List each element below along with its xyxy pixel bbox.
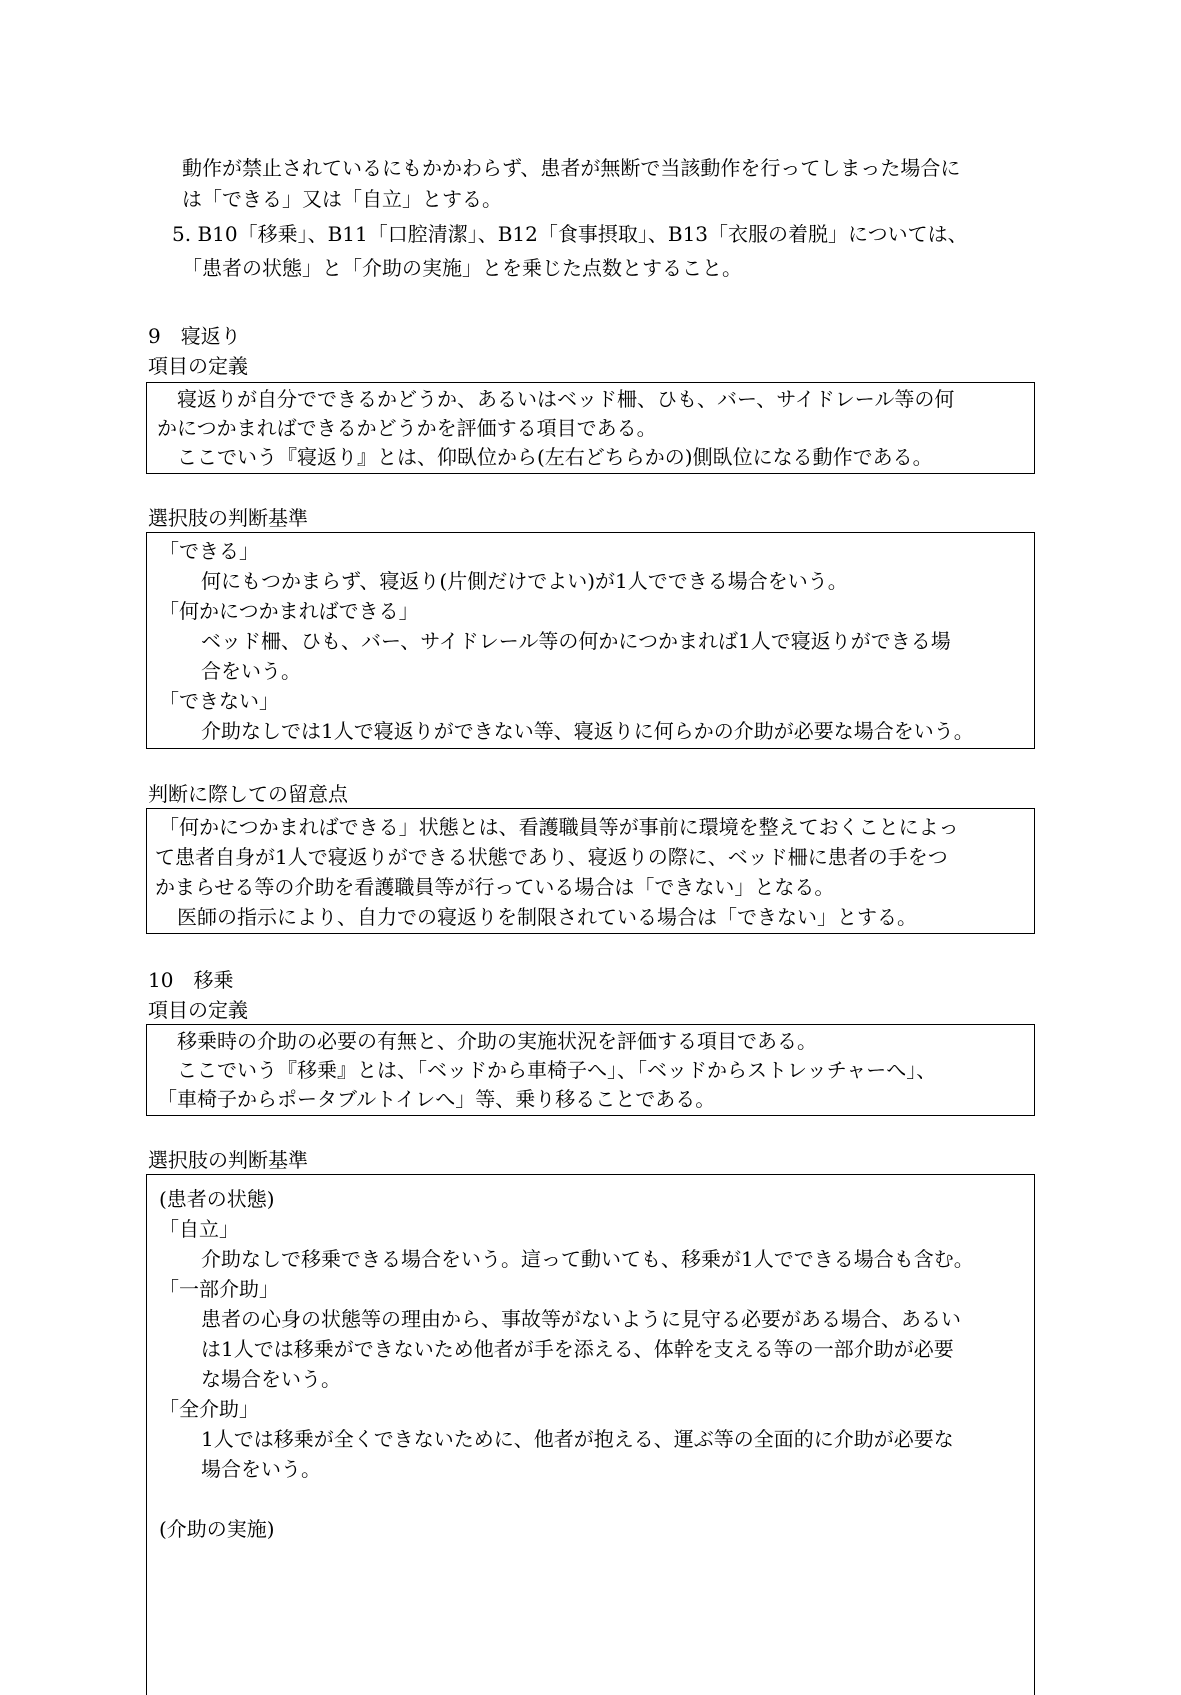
option-label: 「一部介助」: [159, 1277, 279, 1301]
option-description: は1人では移乗ができないため他者が手を添える、体幹を支える等の一部介助が必要: [201, 1337, 954, 1361]
option-label: 「何かにつかまればできる」: [159, 599, 419, 623]
option-description: 場合をいう。: [201, 1457, 321, 1481]
notes-label: 判断に際しての留意点: [148, 782, 348, 806]
notes-line: て患者自身が1人で寝返りができる状態であり、寝返りの際に、ベッド柵に患者の手をつ: [155, 845, 948, 869]
criteria-box: [146, 532, 1035, 749]
intro-line: は「できる」又は「自立」とする。: [182, 187, 502, 211]
option-description: 合をいう。: [201, 659, 301, 683]
option-label: 「できない」: [159, 689, 279, 713]
definition-line: ここでいう『移乗』とは、「ベッドから車椅子へ」、「ベッドからストレッチャーへ」、: [177, 1058, 937, 1082]
option-description: 1人では移乗が全くできないために、他者が抱える、運ぶ等の全面的に介助が必要な: [201, 1427, 954, 1451]
notes-box: [146, 808, 1035, 934]
section-heading-9: 9 寝返り: [148, 324, 241, 348]
intro-line: 動作が禁止されているにもかかわらず、患者が無断で当該動作を行ってしまった場合に: [182, 156, 961, 180]
option-label: 「全介助」: [159, 1397, 259, 1421]
option-description: 何にもつかまらず、寝返り(片側だけでよい)が1人でできる場合をいう。: [201, 569, 848, 593]
definition-box: [146, 382, 1035, 474]
option-description: な場合をいう。: [201, 1367, 341, 1391]
definition-line: かにつかまればできるかどうかを評価する項目である。: [157, 416, 657, 440]
definition-line: ここでいう『寝返り』とは、仰臥位から(左右どちらかの)側臥位になる動作である。: [177, 445, 933, 469]
subsection-label: (患者の状態): [159, 1187, 275, 1211]
criteria-label: 選択肢の判断基準: [148, 1148, 308, 1172]
option-label: 「できる」: [159, 539, 259, 563]
option-label: 「自立」: [159, 1217, 239, 1241]
definition-line: 寝返りが自分でできるかどうか、あるいはベッド柵、ひも、バー、サイドレール等の何: [177, 387, 955, 411]
criteria-label: 選択肢の判断基準: [148, 506, 308, 530]
intro-line: 「患者の状態」と「介助の実施」とを乗じた点数とすること。: [182, 256, 742, 280]
section-heading-10: 10 移乗: [148, 968, 234, 992]
notes-line: かまらせる等の介助を看護職員等が行っている場合は「できない」となる。: [155, 875, 835, 899]
definition-line: 移乗時の介助の必要の有無と、介助の実施状況を評価する項目である。: [177, 1029, 817, 1053]
definition-label: 項目の定義: [148, 354, 248, 378]
definition-label: 項目の定義: [148, 998, 248, 1022]
option-description: 患者の心身の状態等の理由から、事故等がないように見守る必要がある場合、あるい: [201, 1307, 961, 1331]
notes-line: 医師の指示により、自力での寝返りを制限されている場合は「できない」とする。: [177, 905, 917, 929]
criteria-box: [146, 1174, 1035, 1695]
notes-line: 「何かにつかまればできる」状態とは、看護職員等が事前に環境を整えておくことによっ: [159, 815, 959, 839]
intro-item-5: 5. B10「移乗」、B11「口腔清潔」、B12「食事摂取」、B13「衣服の着脱」については、: [172, 222, 968, 246]
definition-box: [146, 1024, 1035, 1116]
definition-line: 「車椅子からポータブルトイレへ」等、乗り移ることである。: [157, 1087, 716, 1111]
option-description: 介助なしでは1人で寝返りができない等、寝返りに何らかの介助が必要な場合をいう。: [201, 719, 974, 743]
option-description: 介助なしで移乗できる場合をいう。這って動いても、移乗が1人でできる場合も含む。: [201, 1247, 974, 1271]
option-description: ベッド柵、ひも、バー、サイドレール等の何かにつかまれば1人で寝返りができる場: [201, 629, 951, 653]
subsection-label: (介助の実施): [159, 1517, 275, 1541]
